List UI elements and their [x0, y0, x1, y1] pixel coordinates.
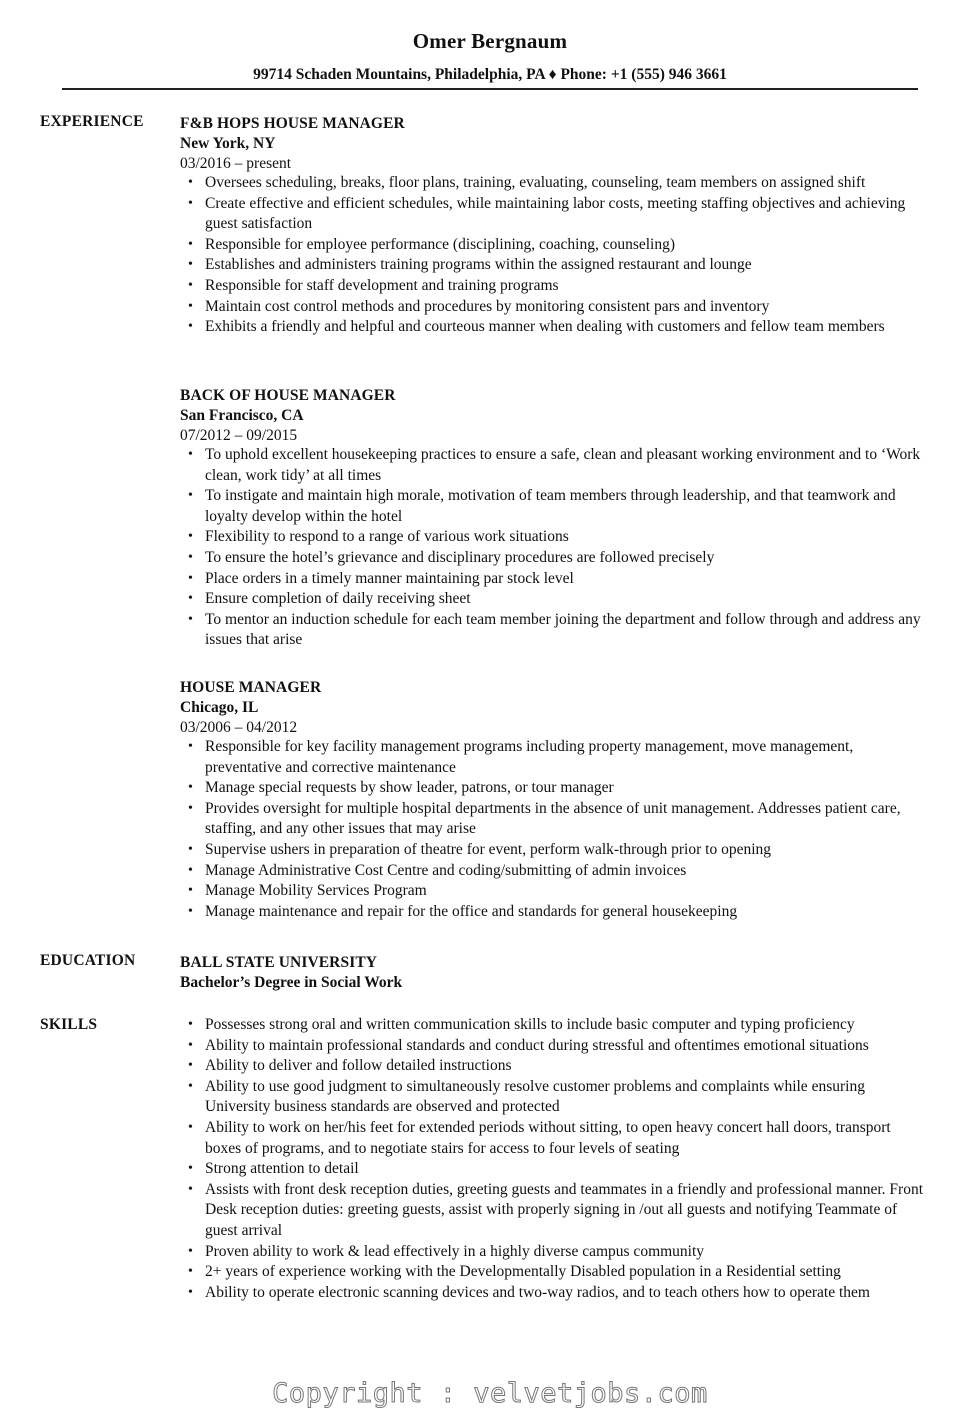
list-item: • Oversees scheduling, breaks, floor plans, training, evaluating, counseling, team members on assigned shift: [180, 173, 925, 194]
list-item: • Establishes and administers training programs within the assigned restaurant and lounge: [180, 255, 925, 276]
education-section-label: EDUCATION: [40, 952, 136, 969]
list-item: • Create effective and efficient schedules, while maintaining labor costs, meeting staffing objectives and achieving guest satisfaction: [180, 194, 925, 235]
list-item: • Ensure completion of daily receiving sheet: [180, 589, 925, 610]
experience-section-label: EXPERIENCE: [40, 113, 144, 130]
job-entry: [180, 113, 925, 338]
list-item: • Responsible for staff development and training programs: [180, 276, 925, 297]
list-item: • To ensure the hotel’s grievance and disciplinary procedures are followed precisely: [180, 548, 925, 569]
job-entry: [180, 677, 925, 922]
list-item: • Supervise ushers in preparation of theatre for event, perform walk-through prior to opening: [180, 840, 925, 861]
list-item: • Flexibility to respond to a range of various work situations: [180, 527, 925, 548]
list-item: • Responsible for key facility management programs including property management, move management, preventative and corrective maintenance: [180, 737, 925, 778]
list-item: • Ability to work on her/his feet for extended periods without sitting, to open heavy concert hall doors, transport boxes of programs, and to negotiate stairs for access to four levels of seating: [180, 1118, 925, 1159]
list-item: • Maintain cost control methods and procedures by monitoring consistent pars and inventory: [180, 297, 925, 318]
job-bullet-list: [180, 737, 925, 922]
job-location: Chicago, IL: [180, 699, 259, 716]
list-item: • To instigate and maintain high morale, motivation of team members through leadership, and that teamwork and loyalty develop within the hotel: [180, 486, 925, 527]
list-item: • Ability to operate electronic scanning devices and two-way radios, and to teach others how to operate them: [180, 1283, 925, 1304]
list-item: • 2+ years of experience working with the Developmentally Disabled population in a Residential setting: [180, 1262, 925, 1283]
list-item: • To uphold excellent housekeeping practices to ensure a safe, clean and pleasant working environment and to ‘Work clean, work tidy’ at all times: [180, 445, 925, 486]
list-item: • Ability to deliver and follow detailed instructions: [180, 1056, 925, 1077]
job-location: San Francisco, CA: [180, 407, 304, 424]
candidate-name: Omer Bergnaum: [412, 29, 568, 53]
contact-line: 99714 Schaden Mountains, Philadelphia, PA ♦ Phone: +1 (555) 946 3661: [253, 66, 727, 83]
job-dates: 07/2012 – 09/2015: [180, 427, 298, 444]
list-item: • Ability to use good judgment to simultaneously resolve customer problems and complaints while ensuring University business standards are observed and protected: [180, 1077, 925, 1118]
list-item: • Manage special requests by show leader, patrons, or tour manager: [180, 778, 925, 799]
job-dates: 03/2016 – present: [180, 155, 292, 172]
job-dates: 03/2006 – 04/2012: [180, 719, 298, 736]
skills-section-label: SKILLS: [40, 1016, 98, 1033]
list-item: • Manage maintenance and repair for the office and standards for general housekeeping: [180, 902, 925, 923]
list-item: • Ability to maintain professional standards and conduct during stressful and oftentimes emotional situations: [180, 1036, 925, 1057]
education-entry: [180, 952, 925, 993]
job-title: HOUSE MANAGER: [180, 679, 322, 696]
list-item: • Manage Mobility Services Program: [180, 881, 925, 902]
list-item: • Provides oversight for multiple hospital departments in the absence of unit management. Addresses patient care, staffing, and any other issues that may arise: [180, 799, 925, 840]
degree: Bachelor’s Degree in Social Work: [180, 974, 403, 991]
list-item: • Possesses strong oral and written communication skills to include basic computer and typing proficiency: [180, 1015, 925, 1036]
copyright-watermark: Copyright : velvetjobs.com: [272, 1378, 708, 1409]
list-item: • Assists with front desk reception duties, greeting guests and teammates in a friendly and professional manner. Front Desk reception duties: greeting guests, assist with properly signing in /out all guests and notifying Teammate of guest arrival: [180, 1180, 925, 1242]
list-item: • Strong attention to detail: [180, 1159, 925, 1180]
job-bullet-list: [180, 173, 925, 338]
list-item: • To mentor an induction schedule for each team member joining the department and follow through and address any issues that arise: [180, 610, 925, 651]
job-location: New York, NY: [180, 135, 276, 152]
list-item: • Exhibits a friendly and helpful and courteous manner when dealing with customers and fellow team members: [180, 317, 925, 338]
job-title: F&B HOPS HOUSE MANAGER: [180, 115, 405, 132]
skills-entry: [180, 1015, 925, 1303]
job-title: BACK OF HOUSE MANAGER: [180, 387, 396, 404]
job-entry: [180, 385, 925, 651]
header-divider: [62, 88, 918, 90]
list-item: • Proven ability to work & lead effectively in a highly diverse campus community: [180, 1242, 925, 1263]
list-item: • Place orders in a timely manner maintaining par stock level: [180, 569, 925, 590]
list-item: • Manage Administrative Cost Centre and coding/submitting of admin invoices: [180, 861, 925, 882]
list-item: • Responsible for employee performance (disciplining, coaching, counseling): [180, 235, 925, 256]
skills-list: [180, 1015, 925, 1303]
school-name: BALL STATE UNIVERSITY: [180, 954, 378, 971]
job-bullet-list: [180, 445, 925, 651]
